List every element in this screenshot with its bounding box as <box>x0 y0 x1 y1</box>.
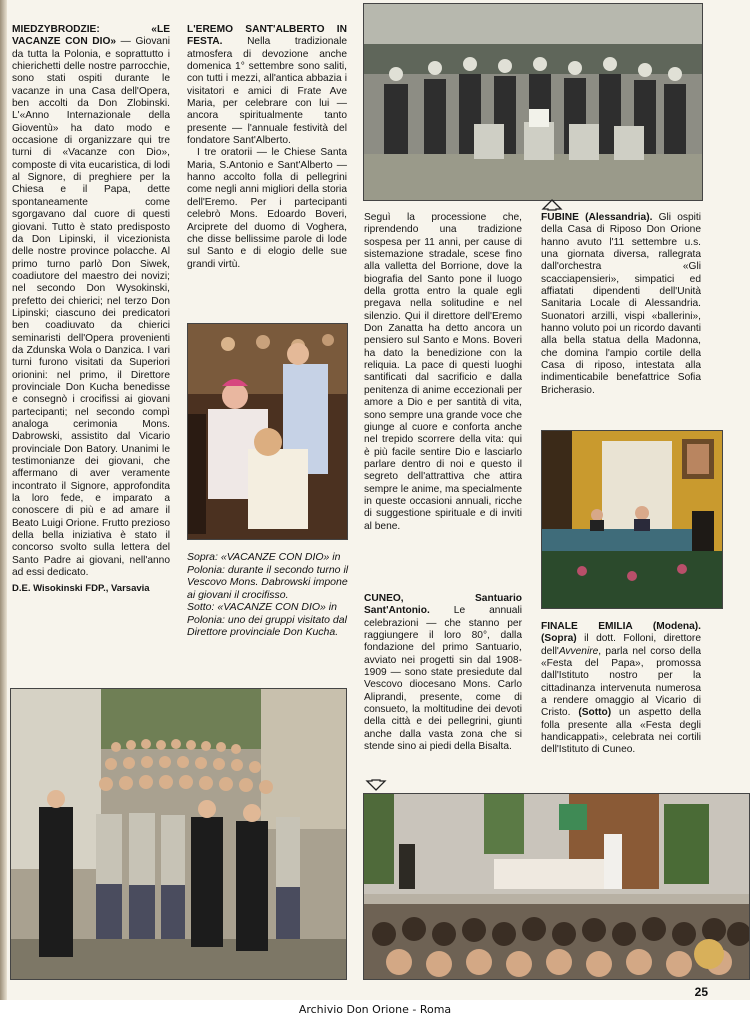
article-eremo-heading: L'EREMO SANT'ALBERTO IN FESTA. <box>187 24 347 48</box>
article-cuneo <box>364 593 522 783</box>
article-finale-emilia <box>541 621 701 791</box>
photo-polonia-youth-group <box>10 688 347 980</box>
article-fubine-heading: FUBINE (Alessandria). <box>541 212 653 223</box>
article-fubine-body: FUBINE (Alessandria). Gli ospiti della Casa di Riposo Don Orione hanno avuto l'11 settembre u.s. una giornata diversa, rallegrata dall'orchestra «Gli scacciapensieri», simpatici ed affiatati dipendenti dell'Unità Sanitaria Locale di Alessandria. Suonatori arzilli, vispi «ballerini», hanno voluto poi un ricordo davanti alla bella statua della Madonna, che domina l'ampio cortile della Casa di riposo, intestata alla indimenticabile benefattrice Sofia Bricherasio. <box>541 212 701 396</box>
article-fubine <box>541 212 701 424</box>
article-eremo-p3: Seguì la processione che, riprendendo una tradizione sospesa per 11 anni, per cause di sistemazione stradale, scese fino alla valletta del Borrione, dove la biografia del Santo pone il luogo della grotta entro la quale egli pregava nella solitudine e nel silenzio. Qui il direttore dell'Eremo Don Zanatta ha detto ancora un pensiero sul Santo e Mons. Boveri ha dato la benedizione con la reliquia. La pace di questi luoghi santificati dal sacrificio e dalla penitenza di anime eccezionali per amore a Dio e per santità di vita, sono sempre una grande voce che giunge al cuore e conforta anche nel trepido scorrere della vita: qui è più facile sentire Dio e lasciarlo parlare dentro di noi e questo il segreto dell'attrattiva che attira sempre le anime, ma specialmente in queste occasioni annuali, ricche di suggestione spirituale e di inviti al bene. <box>364 212 522 532</box>
photo-fubine-group <box>363 3 703 201</box>
article-cuneo-body: CUNEO, Santuario Sant'Antonio. Le annuali celebrazioni — che stanno per raggiungere il loro 80°, dalla fondazione del primo Santuario, avviato nei progetti sin dal 1908-1909 — sono state presiedute dal Vescovo diocesano Mons. Carlo Aliprandi, presente, come di consueto, la moltitudine dei devoti della città e dei pellegrini, giunti anche dalla vasta zona che si stende sino ai piedi della Bisalta. <box>364 593 522 753</box>
article-miedzybrodzie-heading: MIEDZYBRODZIE: «LE VACANZE CON DIO» <box>12 24 170 48</box>
article-eremo-p1: L'EREMO SANT'ALBERTO IN FESTA. Nella tradizionale atmosfera di devozione anche domenica 1° settembre sono saliti, con tutti i mezzi, all'antica abbazia i visitatori e amici di Frate Ave Maria, per celebrare con lui — ancora spiritualmente tanto presente — l'annuale festività del fondatore Sant'Alberto. <box>187 24 347 147</box>
article-miedzybrodzie-body: MIEDZYBRODZIE: «LE VACANZE CON DIO» — Giovani da tutta la Polonia, e soprattutto i chierichetti delle nostre parrocchie, sono stati ospiti durante le vacanze in una Casa dell'Opera, ben accolti da Don Zlobinski. L'«Anno Internazionale della Gioventù» ha dato modo e occasione di organizzare qui tre turni di «Vacanze con Dio», composte di vita eucaristica, di lodi al Signore, di preghiere per la Chiesa e il Papa, dette spontaneamente come sgorgavano dal cuore di questi giovani. Tutto è stato predisposto da Don Lipinski, il vicezionista delle nostre province polacche. Al primo turno parlò Don Siwek, coadiutore del maestro dei novizi; nel secondo Don Wysokinski, prefetto dei chierici; nel terzo Don Lipinski; ciascuno dei predicatori ben coadiuvato da chierici seminaristi dell'Opera provenienti da Zdunska Wola o Danzica. I vari turni furono visitati da Superiori orionini: nel primo, il Direttore provinciale Don Kucha benedisse e consegnò i crocifissi ai giovani partecipanti; nel secondo compì analoga cerimonia Mons. Dabrowski, assistito dal Vicario provinciale Don Batory. Unanimi le testimonianze dei giovani, che affermano di aver veramente incontrato il Signore, approfondita la loro fede, e imparato a conoscere di più e ad amare il Beato Luigi Orione. Frutto prezioso della bella iniziativa è stato il concorso svolto sulla lettera del Santo Padre ai giovani, nell'anno ad essi dedicato. <box>12 24 170 579</box>
photo-bishop-crucifix <box>187 323 348 540</box>
photo-caption-polonia <box>187 551 349 639</box>
article-eremo-continued <box>364 212 522 592</box>
arrow-up-icon <box>541 199 563 211</box>
archive-watermark: Archivio Don Orione - Roma <box>298 1003 452 1016</box>
page-binding-shadow <box>0 0 7 1000</box>
article-eremo <box>187 24 347 324</box>
article-finale-emilia-body: FINALE EMILIA (Modena). (Sopra) il dott. Folloni, direttore dell'Avvenire, parla nel corso della «Festa del Papa», promossa dall'Istituto nostro per la cittadinanza intervenuta numerosa a rendere omaggio al Vicario di Cristo. (Sotto) un aspetto della folla presente alla «Festa degli handicappati», celebrata nei cortili dell'Istituto di Cuneo. <box>541 621 701 756</box>
page-number: 25 <box>694 985 708 999</box>
photo-cuneo-festa-handicappati <box>363 793 750 980</box>
article-signature: D.E. Wisokinski FDP., Varsavia <box>12 583 150 595</box>
caption-sotto: Sotto: «VACANZE CON DIO» in Polonia: uno dei gruppi visitato dal Direttore provinciale Don Kucha. <box>187 601 347 638</box>
arrow-down-icon <box>365 779 387 791</box>
article-cuneo-heading: CUNEO, Santuario Sant'Antonio. <box>364 593 522 617</box>
article-eremo-p2: I tre oratorii — le Chiese Santa Maria, S.Antonio e Sant'Alberto — hanno accolto folla di pellegrini come negli anni migliori della storia dell'Eremo. Per i partecipanti celebrò Mons. Edoardo Boveri, Arciprete del duomo di Voghera, che disse bellissime parole di lode sul Santo e di elogio delle sue grandi virtù. <box>187 147 347 270</box>
article-finale-emilia-heading: FINALE EMILIA (Modena). (Sopra) <box>541 621 701 645</box>
article-miedzybrodzie <box>12 24 170 676</box>
caption-sopra: Sopra: «VACANZE CON DIO» in Polonia: durante il secondo turno il Vescovo Mons. Dabrowski impone ai giovani il crocifisso. <box>187 551 349 601</box>
photo-finale-emilia-speaker <box>541 430 723 609</box>
